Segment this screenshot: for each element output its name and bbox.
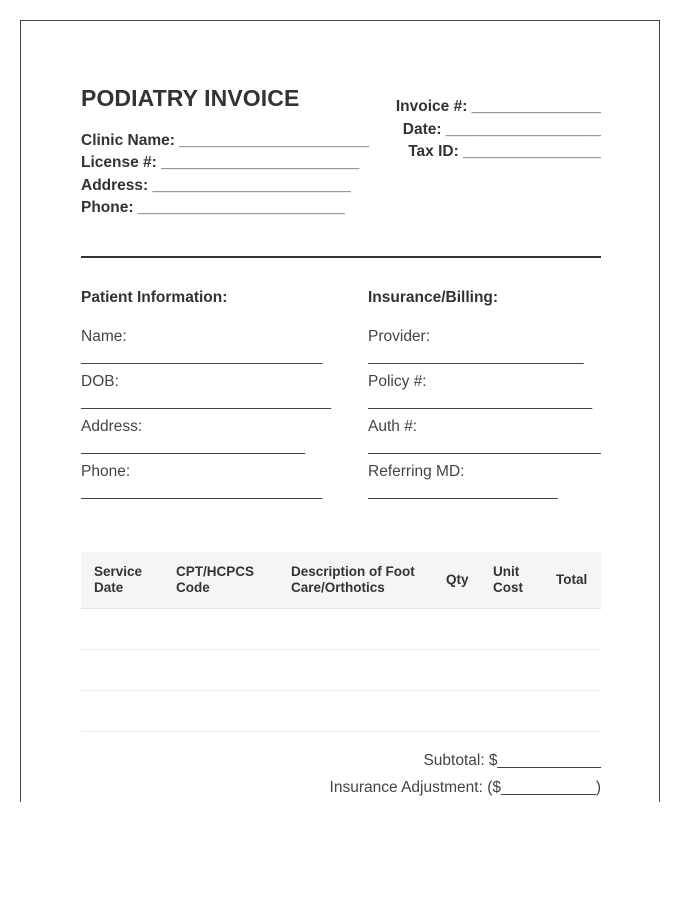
table-cell[interactable] bbox=[278, 609, 433, 650]
provider-line[interactable]: _________________________ bbox=[368, 348, 584, 365]
invoice-page bbox=[20, 20, 660, 802]
insurance-adjustment-field[interactable]: Insurance Adjustment: ($___________) bbox=[329, 779, 601, 796]
license-field[interactable]: License #: _______________________ bbox=[81, 154, 360, 172]
insurance-heading: Insurance/Billing: bbox=[368, 289, 499, 306]
table-cell[interactable] bbox=[163, 691, 278, 732]
table-cell[interactable] bbox=[480, 609, 543, 650]
table-cell[interactable] bbox=[543, 691, 601, 732]
table-cell[interactable] bbox=[163, 650, 278, 691]
provider-label: Provider: bbox=[368, 328, 431, 345]
table-cell[interactable] bbox=[81, 691, 163, 732]
table-row[interactable] bbox=[81, 609, 601, 650]
column-header: Unit Cost bbox=[480, 552, 543, 609]
column-header: Qty bbox=[433, 552, 480, 609]
table-cell[interactable] bbox=[278, 691, 433, 732]
patient-name-line[interactable]: ____________________________ bbox=[81, 348, 323, 365]
column-header: Service Date bbox=[81, 552, 163, 609]
invoice-meta bbox=[371, 98, 601, 166]
invoice-title: PODIATRY INVOICE bbox=[81, 85, 300, 111]
table-cell[interactable] bbox=[163, 609, 278, 650]
clinic-phone-field[interactable]: Phone: ________________________ bbox=[81, 198, 345, 216]
policy-label: Policy #: bbox=[368, 373, 427, 390]
table-cell[interactable] bbox=[480, 691, 543, 732]
column-header: Total bbox=[543, 552, 601, 609]
patient-address-label: Address: bbox=[81, 418, 143, 435]
table-header-row bbox=[81, 552, 601, 609]
patient-dob-label: DOB: bbox=[81, 373, 119, 390]
patient-dob-line[interactable]: _____________________________ bbox=[81, 393, 331, 410]
totals-block bbox=[81, 752, 601, 802]
invoice-date-field[interactable]: Date: __________________ bbox=[402, 120, 601, 138]
services-table-wrap bbox=[81, 552, 601, 732]
clinic-info bbox=[81, 132, 381, 221]
table-cell[interactable] bbox=[81, 609, 163, 650]
patient-heading: Patient Information: bbox=[81, 289, 228, 306]
table-cell[interactable] bbox=[433, 650, 480, 691]
table-cell[interactable] bbox=[433, 691, 480, 732]
referring-md-line[interactable]: ______________________ bbox=[368, 483, 558, 500]
patient-address-line[interactable]: __________________________ bbox=[81, 438, 306, 455]
clinic-name-field[interactable]: Clinic Name: ______________________ bbox=[81, 132, 369, 149]
table-cell[interactable] bbox=[543, 650, 601, 691]
table-row[interactable] bbox=[81, 691, 601, 732]
referring-md-label: Referring MD: bbox=[368, 463, 465, 480]
services-table bbox=[81, 552, 601, 732]
table-row[interactable] bbox=[81, 650, 601, 691]
table-cell[interactable] bbox=[543, 609, 601, 650]
insurance-billing bbox=[368, 289, 601, 508]
table-cell[interactable] bbox=[81, 650, 163, 691]
auth-line[interactable]: ___________________________ bbox=[368, 438, 601, 455]
column-header: CPT/HCPCS Code bbox=[163, 552, 278, 609]
subtotal-field[interactable]: Subtotal: $____________ bbox=[423, 752, 601, 769]
table-cell[interactable] bbox=[278, 650, 433, 691]
clinic-address-field[interactable]: Address: _______________________ bbox=[81, 176, 351, 194]
column-header: Description of Foot Care/Orthotics bbox=[278, 552, 433, 609]
invoice-number-field[interactable]: Invoice #: _______________ bbox=[395, 98, 601, 115]
table-cell[interactable] bbox=[480, 650, 543, 691]
table-cell[interactable] bbox=[433, 609, 480, 650]
patient-phone-label: Phone: bbox=[81, 463, 131, 480]
patient-information bbox=[81, 289, 341, 508]
policy-line[interactable]: __________________________ bbox=[368, 393, 593, 410]
patient-phone-line[interactable]: ____________________________ bbox=[81, 483, 323, 500]
header-divider bbox=[81, 256, 601, 258]
patient-name-label: Name: bbox=[81, 328, 127, 345]
tax-id-field[interactable]: Tax ID: ________________ bbox=[408, 143, 601, 160]
auth-label: Auth #: bbox=[368, 418, 418, 435]
